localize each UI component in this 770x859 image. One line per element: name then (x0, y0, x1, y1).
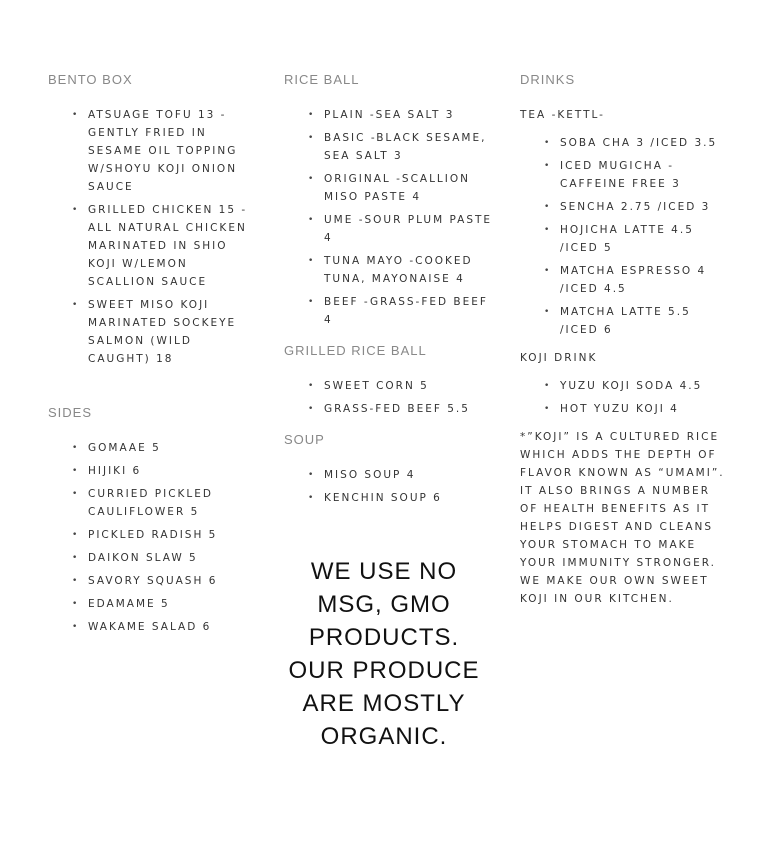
menu-item: • SAVORY SQUASH 6 (48, 572, 253, 590)
koji-note: *”KOJI” IS A CULTURED RICE WHICH ADDS THE DEPTH OF FLAVOR KNOWN AS “UMAMI”. IT ALSO BRINGS A NUMBER OF HEALTH BENEFITS AS IT HELPS DIGEST AND CLEANS YOUR STOMACH TO MAKE YOUR IMMUNITY STRONGER. WE MAKE OUR OWN SWEET KOJI IN OUR KITCHEN. (520, 431, 725, 605)
menu-item: • SWEET MISO KOJI MARINATED SOCKEYE SALMON (WILD CAUGHT) 18 (48, 296, 253, 368)
rice-ball-list (284, 106, 494, 329)
koji-drink-list (520, 377, 730, 418)
rice-ball-title: RICE BALL (284, 72, 360, 87)
menu-item: • WAKAME SALAD 6 (48, 618, 253, 636)
bento-box-section (48, 72, 253, 368)
menu-item: • PICKLED RADISH 5 (48, 526, 253, 544)
menu-item: • CURRIED PICKLED CAULIFLOWER 5 (48, 485, 253, 521)
menu-item: • ORIGINAL -SCALLION MISO PASTE 4 (284, 170, 494, 206)
menu-item: • PLAIN -SEA SALT 3 (284, 106, 494, 124)
drinks-title: DRINKS (520, 72, 576, 87)
drinks-section (520, 72, 730, 608)
menu-item: • HIJIKI 6 (48, 462, 253, 480)
sides-section (48, 405, 253, 636)
menu-column-right (520, 72, 730, 608)
menu-item: • GRASS-FED BEEF 5.5 (284, 400, 494, 418)
soup-section (284, 432, 494, 507)
grilled-rice-ball-list (284, 377, 494, 418)
sides-list (48, 439, 253, 636)
menu-item: • EDAMAME 5 (48, 595, 253, 613)
menu-item: • ICED MUGICHA -CAFFEINE FREE 3 (520, 157, 730, 193)
koji-drink-subtitle: KOJI DRINK (520, 352, 598, 364)
menu-item: • HOJICHA LATTE 4.5 /ICED 5 (520, 221, 730, 257)
bento-box-title: BENTO BOX (48, 72, 133, 87)
tea-subtitle: TEA -KETTL- (520, 109, 605, 121)
grilled-rice-ball-title: GRILLED RICE BALL (284, 343, 427, 358)
menu-item: • KENCHIN SOUP 6 (284, 489, 494, 507)
menu-item: • MISO SOUP 4 (284, 466, 494, 484)
menu-item: • TUNA MAYO -COOKED TUNA, MAYONAISE 4 (284, 252, 494, 288)
tea-list (520, 134, 730, 339)
menu-item: • GRILLED CHICKEN 15 -ALL NATURAL CHICKEN MARINATED IN SHIO KOJI W/LEMON SCALLION SAUCE (48, 201, 253, 291)
menu-column-left (48, 72, 253, 641)
menu-column-middle (284, 72, 494, 512)
sides-title: SIDES (48, 405, 93, 420)
menu-item: • SOBA CHA 3 /ICED 3.5 (520, 134, 730, 152)
menu-item: • ATSUAGE TOFU 13 -GENTLY FRIED IN SESAME OIL TOPPING W/SHOYU KOJI ONION SAUCE (48, 106, 253, 196)
grilled-rice-ball-section (284, 343, 494, 418)
menu-item: • YUZU KOJI SODA 4.5 (520, 377, 730, 395)
menu-item: • BASIC -BLACK SESAME, SEA SALT 3 (284, 129, 494, 165)
menu-item: • SENCHA 2.75 /ICED 3 (520, 198, 730, 216)
menu-item: • BEEF -GRASS-FED BEEF 4 (284, 293, 494, 329)
soup-list (284, 466, 494, 507)
menu-item: • HOT YUZU KOJI 4 (520, 400, 730, 418)
menu-item: • DAIKON SLAW 5 (48, 549, 253, 567)
menu-item: • SWEET CORN 5 (284, 377, 494, 395)
soup-title: SOUP (284, 432, 325, 447)
menu-item: • MATCHA LATTE 5.5 /ICED 6 (520, 303, 730, 339)
rice-ball-section (284, 72, 494, 329)
no-msg-statement: WE USE NO MSG, GMO PRODUCTS. OUR PRODUCE ARE MOSTLY ORGANIC. (288, 558, 480, 750)
menu-item: • UME -SOUR PLUM PASTE 4 (284, 211, 494, 247)
bento-box-list (48, 106, 253, 368)
menu-item: • MATCHA ESPRESSO 4 /ICED 4.5 (520, 262, 730, 298)
menu-item: • GOMAAE 5 (48, 439, 253, 457)
